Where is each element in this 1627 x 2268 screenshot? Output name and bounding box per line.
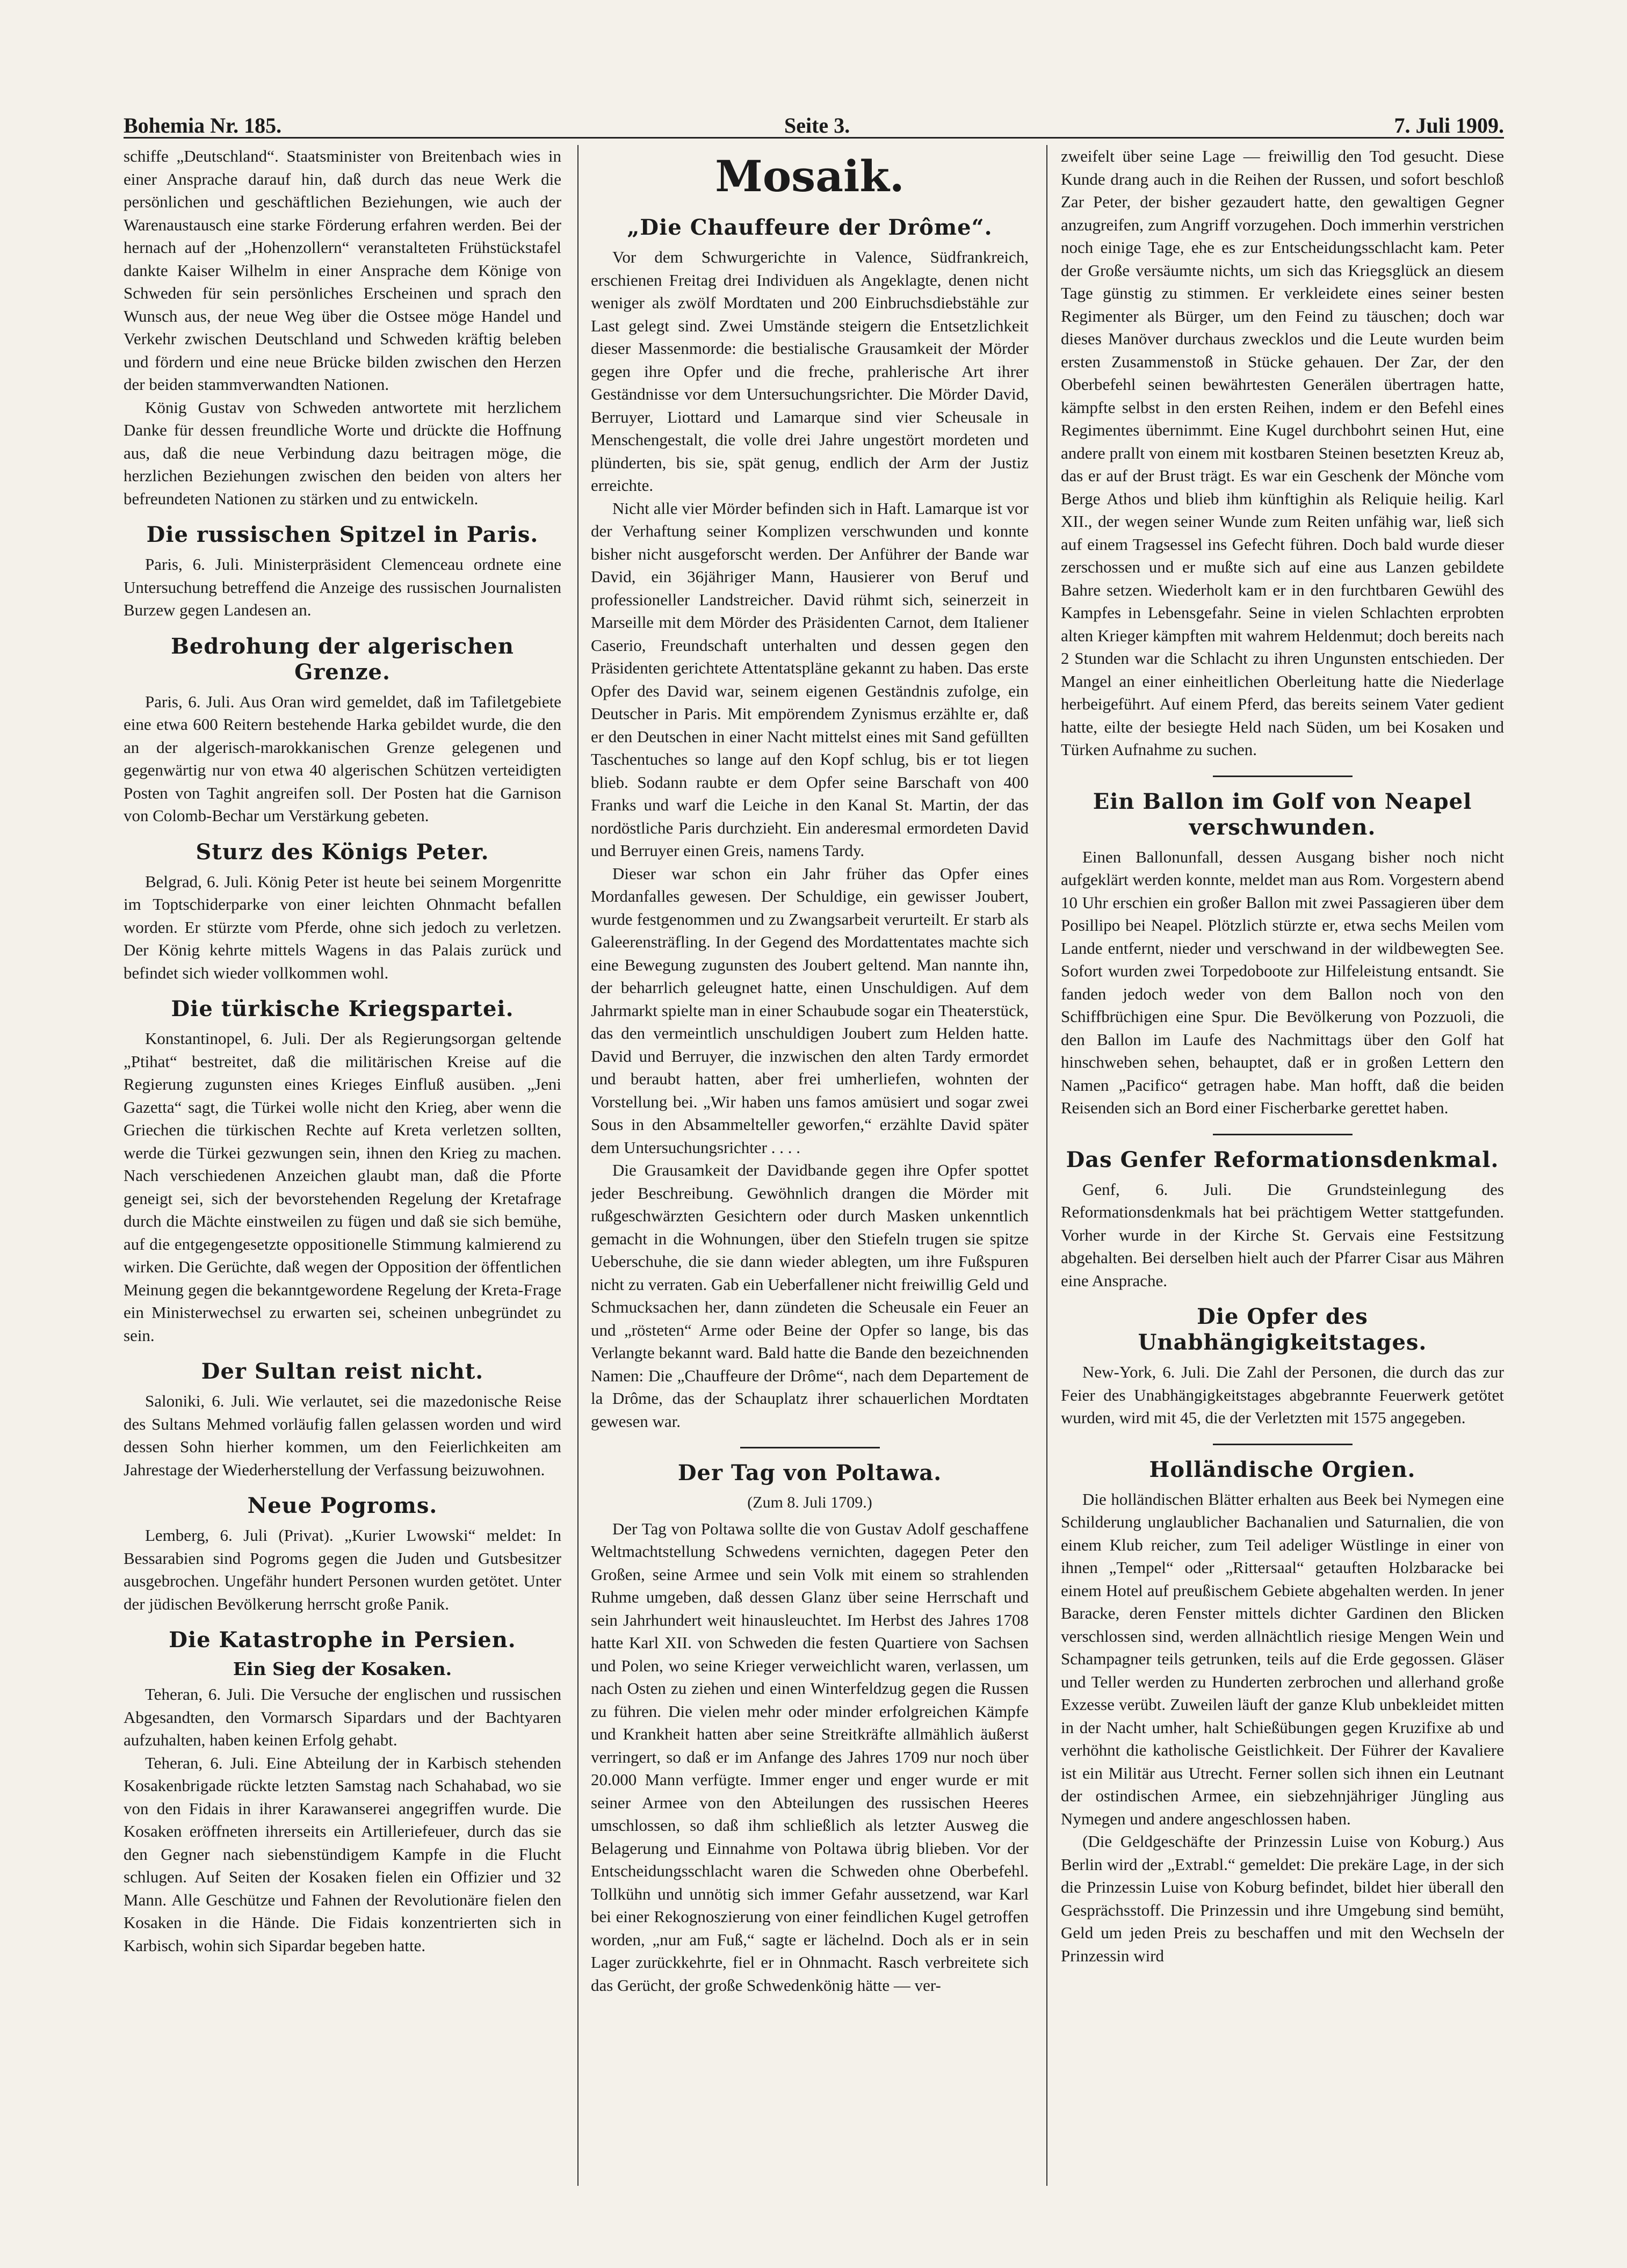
issue-number: Bohemia Nr. 185. xyxy=(124,113,282,137)
page-number: Seite 3. xyxy=(784,113,850,137)
column-1 xyxy=(124,145,561,2186)
article-text: Die Grausamkeit der Davidbande gegen ihre Opfer spottet jeder Beschreibung. Gewöhnlich drangen die Mörder mit rußgeschwärzten Gesichtern oder durch Masken unkenntlich gemacht in die Wohnungen, über den Stiefeln trugen sie spitze Ueberschuhe, die sie dann wieder ablegten, um ihre Fußspuren nicht zu verraten. Gab ein Ueberfallener nicht freiwillig Geld und Schmucksachen her, dann zündeten die Scheusale ein Feuer an und „rösteten“ Arme oder Beine der Opfer so lange, bis das Verlangte bekannt ward. Bald hatte die Bande den bezeichnenden Namen: Die „Chauffeure der Drôme“, nach dem Departement de la Drôme, das der Schauplatz ihrer schauerlichen Mordtaten gewesen war. xyxy=(591,1161,1029,1431)
article-headline: Neue Pogroms. xyxy=(247,1493,438,1518)
column-divider-2 xyxy=(1046,145,1047,2186)
column-3 xyxy=(1061,145,1504,2186)
article-headline: „Die Chauffeure der Drôme“. xyxy=(627,215,993,240)
article-text: Paris, 6. Juli. Aus Oran wird gemeldet, daß im Tafiletgebiete eine etwa 600 Reitern bestehende Harka gebildet wurde, die den an der algerisch-marokkanischen Grenze gelegenen und gegenwärtig nur von etwa 40 algerischen Schützen verteidigten Posten von Taghit angreifen soll. Der Posten hat die Garnison von Colomb-Bechar um Verstärkung gebeten. xyxy=(124,692,561,825)
article-headline: Die Katastrophe in Persien. xyxy=(169,1627,516,1653)
article-headline: Holländische Orgien. xyxy=(1149,1457,1416,1482)
article-headline: Bedrohung der algerischen Grenze. xyxy=(171,633,514,685)
article-text: New-York, 6. Juli. Die Zahl der Personen, die durch das zur Feier des Unabhängigkeitstages abgebrannte Feuerwerk getötet wurden, wird mit 45, die der Verletzten mit 1575 angegeben. xyxy=(1061,1363,1504,1427)
article-text: Saloniki, 6. Juli. Wie verlautet, sei die mazedonische Reise des Sultans Mehmed vorläufig fallen gelassen worden und wird dessen Sohn hierher kommen, um den Feierlichkeiten am Jahrestage der Wiederherstellung der Verfassung beizuwohnen. xyxy=(124,1392,561,1479)
article-text: Teheran, 6. Juli. Eine Abteilung der in Karbisch stehenden Kosakenbrigade rückte letzten Samstag nach Schahabad, wo sie von den Fidais in ihrer Karawanserei angegriffen wurde. Die Kosaken eröffneten ihrerseits ein Artilleriefeuer, durch das sie den Gegner nach siebenstündigem Kampfe in die Flucht schlugen. Auf Seiten der Kosaken fielen ein Offizier und 32 Mann. Alle Geschütze und Fahnen der Revolutionäre fielen den Kosaken in die Hände. Die Fidais konzentrierten sich in Karbisch, wohin sich Sipardar begeben hatte. xyxy=(124,1753,561,1955)
newspaper-page xyxy=(124,81,1504,2191)
article-subheadline: (Zum 8. Juli 1709.) xyxy=(747,1494,872,1511)
article-text: Teheran, 6. Juli. Die Versuche der englischen und russischen Abgesandten, den Vormarsch Sipardars und der Bachtyaren aufzuhalten, haben keinen Erfolg gehabt. xyxy=(124,1685,561,1749)
article-headline: Die russischen Spitzel in Paris. xyxy=(146,522,539,547)
header-rule xyxy=(124,137,1504,139)
article-text: zweifelt über seine Lage — freiwillig den Tod gesucht. Diese Kunde drang auch in die Reihen der Russen, und sofort beschloß Zar Peter, der bisher gezaudert hatte, den gewaltigen Gegner anzugreifen, zum Angriff vorzugehen. Doch immerhin verstrichen noch einige Tage, ehe es zur Entscheidungsschlacht kam. Peter der Große versäumte nichts, um sich das Kriegsglück an diesem Tage günstig zu stimmen. Er verkleidete eines seiner besten Regimenter als Bürger, um den Feind zu täuschen; doch war dieses Manöver durchaus zwecklos und die Leute wurden beim ersten Zusammenstoß in Stücke gehauen. Der Zar, der den Oberbefehl seinen bewährtesten Generälen übertragen hatte, kämpfte selbst in den ersten Reihen, indem er den Befehl eines Regimentes übernimmt. Eine Kugel durchbohrt seinen Hut, eine andere prallt von einem mit kostbaren Steinen besetzten Kreuz ab, das er auf der Brust trägt. Es war ein Geschenk der Mönche vom Berge Athos und blieb ihm künftighin als Reliquie heilig. Karl XII., der wegen seiner Wunde zum Reiten unfähig war, ließ sich auf einem Tragsessel ins Gefecht führen. Doch bald wurde dieser zerschossen und er mußte sich auf eine aus Lanzen gebildete Bahre setzen. Wiederholt kam er in den furchtbaren Gewühl des Kampfes in Lebensgefahr. Seine in vielen Schlachten erprobten alten Krieger kämpften mit wahrem Heldenmut; doch bereits nach 2 Stunden war die Schlacht zu ihren Ungunsten entschieden. Der Mangel an einer einheitlichen Oberleitung hatte die Niederlage herbeigeführt. Auf einem Pferd, das bereits seinem Vater gedient hatte, eilte der besiegte Held nach Süden, um bei Kosaken und Türken Aufnahme zu suchen. xyxy=(1061,147,1504,759)
article-headline: Die Opfer des Unabhängigkeitstages. xyxy=(1138,1304,1427,1355)
section-title: Mosaik. xyxy=(715,151,905,201)
article-text: Dieser war schon ein Jahr früher das Opfer eines Mordanfalles gewesen. Der Schuldige, ein gewisser Joubert, wurde festgenommen und zu Zwangsarbeit verurteilt. Er starb als Galeerensträfling. In der Gegend des Mordattentates machte sich eine Bewegung zugunsten des Joubert geltend. Man nannte ihn, der beharrlich geleugnet hatte, einen Unschuldigen. Auf dem Jahrmarkt spielte man in einer Schaubude sogar ein Theaterstück, das den vermeintlich unschuldigen Joubert zum Helden hatte. David und Berruyer, die inzwischen den alten Tardy ermordet und beraubt hatten, aber frei umherliefen, wohnten der Vorstellung bei. „Wir haben uns famos amüsiert und sogar zwei Sous in den Absammelteller geworfen,“ erzählte David später dem Untersuchungsrichter . . . . xyxy=(591,864,1029,1157)
column-2 xyxy=(591,145,1029,2186)
article-divider xyxy=(1213,1134,1353,1135)
article-text: Paris, 6. Juli. Ministerpräsident Clemenceau ordnete eine Untersuchung betreffend die Anzeige des russischen Journalisten Burzew gegen Landesen an. xyxy=(124,555,561,619)
article-headline: Das Genfer Reformationsdenkmal. xyxy=(1066,1147,1499,1172)
article-divider xyxy=(1213,1444,1353,1445)
article-text: Genf, 6. Juli. Die Grundsteinlegung des Reformationsdenkmals hat bei prächtigem Wetter stattgefunden. Vorher wurde in der Kirche St. Gervais eine Festsitzung abgehalten. Bei derselben hielt auch der Pfarrer Cisar aus Mähren eine Ansprache. xyxy=(1061,1179,1504,1290)
article-text: Lemberg, 6. Juli (Privat). „Kurier Lwowski“ meldet: In Bessarabien sind Pogroms gegen die Juden und Gutsbesitzer ausgebrochen. Ungefähr hundert Personen wurden getötet. Unter der jüdischen Bevölkerung herrscht große Panik. xyxy=(124,1526,561,1613)
article-headline: Ein Ballon im Golf von Neapel verschwunden. xyxy=(1093,788,1472,840)
article-text: Der Tag von Poltawa sollte die von Gustav Adolf geschaffene Weltmachtstellung Schwedens vernichten, dagegen Peter den Großen, seine Armee und sein Volk mit einem so strahlenden Ruhme umgeben, daß dessen Glanz über seine Herrschaft und sein Jahrhundert weit hinausleuchtet. Im Herbst des Jahres 1708 hatte Karl XII. von Schweden die festen Quartiere von Sachsen und Polen, wo seine Krieger verweichlicht waren, verlassen, um nach Osten zu ziehen und einen Winterfeldzug gegen die Russen zu führen. Die vielen mehr oder minder erfolgreichen Kämpfe und Krankheit hatten aber seine Streitkräfte allmählich äußerst verringert, so daß er im Anfange des Jahres 1709 nur noch über 20.000 Mann verfügte. Immer enger und enger wurde er mit seiner Armee von den Abteilungen des russischen Heeres umschlossen, so daß ihm schließlich als letzter Ausweg die Belagerung und Einnahme von Poltawa übrig blieben. Vor der Entscheidungsschlacht waren die Schweden ohne Oberbefehl. Tollkühn und unnötig sich immer Gefahr aussetzend, war Karl bei einer Rekognoszierung von einer feindlichen Kugel getroffen worden, „nur am Fuß,“ sagte er lächelnd. Doch als er in sein Lager zurückkehrte, fiel er in Ohnmacht. Rasch verbreitete sich das Gerücht, der große Schwedenkönig hätte — ver- xyxy=(591,1519,1029,1995)
article-text: Vor dem Schwurgerichte in Valence, Südfrankreich, erschienen Freitag drei Individuen als Angeklagte, denen nicht weniger als zwölf Mordtaten und 200 Einbruchsdiebstähle zur Last gelegt sind. Zwei Umstände steigern die Entsetzlichkeit dieser Massenmorde: die bestialische Grausamkeit der Mörder gegen ihre Opfer und die freche, prahlerische Art ihrer Geständnisse vor dem Untersuchungsrichter. Die Mörder David, Berruyer, Liottard und Lamarque sind vier Scheusale in Menschengestalt, die volle drei Jahre ungestört mordeten und plünderten, bis sie, spät genug, endlich der Arm der Justiz erreichte. xyxy=(591,248,1029,495)
page-header xyxy=(124,97,1504,140)
article-text: Konstantinopel, 6. Juli. Der als Regierungsorgan geltende „Ptihat“ bestreitet, daß die militärischen Kreise auf die Regierung zugunsten eines Krieges Einfluß ausüben. „Jeni Gazetta“ sagt, die Türkei wolle nicht den Krieg, aber wenn die Griechen die türkischen Rechte auf Kreta verletzen sollten, werde die Türkei gezwungen sein, ihnen den Krieg zu machen. Nach verschiedenen Anzeichen glaubt man, daß die Pforte geneigt sei, sich der bevorstehenden Regelung der Kretafrage durch die Mächte einstweilen zu fügen und daß sie sich bemühe, auf die entgegengesetzte oppositionelle Stimmung kalmierend zu wirken. Die Gerüchte, daß wegen der Opposition der öffentlichen Meinung gegen die bekanntgewordene Regelung der Kreta-Frage ein Ministerwechsel zu erwarten sei, scheinen unbegründet zu sein. xyxy=(124,1029,561,1345)
column-divider-1 xyxy=(577,145,579,2186)
article-divider xyxy=(1213,776,1353,777)
article-text: schiffe „Deutschland“. Staatsminister von Breitenbach wies in einer Ansprache darauf hin, daß durch das neue Werk die persönlichen und geschäftlichen Beziehungen, wie auch der Warenaustausch eine starke Förderung erfahren werden. Bei der hernach auf der „Hohenzollern“ veranstalteten Frühstückstafel dankte Kaiser Wilhelm in einer Ansprache dem Könige von Schweden für sein persönliches Erscheinen und sprach den Wunsch aus, der neue Weg über die Ostsee möge Handel und Verkehr zwischen Deutschland und Schweden kräftig beleben und fördern und eine neue Brücke bilden zwischen den Herzen der beiden stammverwandten Nationen. xyxy=(124,147,561,394)
article-text: Einen Ballonunfall, dessen Ausgang bisher noch nicht aufgeklärt werden konnte, meldet man aus Rom. Vorgestern abend 10 Uhr erschien ein großer Ballon mit zwei Passagieren über dem Posillipo bei Neapel. Plötzlich stürzte er, etwa sechs Meilen vom Lande entfernt, nieder und verschwand in der wildbewegten See. Sofort wurden zwei Torpedoboote zur Hilfeleistung entsandt. Sie fanden jedoch weder von dem Ballon noch von den Schiffbrüchigen eine Spur. Die Bevölkerung von Pozzuoli, die den Ballon im Laufe des Nachmittags über den Golf hat hinschweben sehen, behauptet, daß er in großen Lettern den Namen „Pacifico“ getragen habe. Man hofft, daß die beiden Reisenden sich an Bord einer Fischerbarke gerettet haben. xyxy=(1061,847,1504,1117)
article-headline: Die türkische Kriegspartei. xyxy=(171,996,514,1021)
article-text: Nicht alle vier Mörder befinden sich in Haft. Lamarque ist vor der Verhaftung seiner Komplizen verschwunden und konnte bisher nicht ausgeforscht werden. Der Anführer der Bande war David, ein 36jähriger Mann, Hausierer von Beruf und professioneller Landstreicher. David rühmt sich, seinerzeit in Marseille mit dem Mörder des Präsidenten Carnot, dem Italiener Caserio, Freundschaft unterhalten und dessen gegen den Präsidenten gerichtete Attentatspläne gekannt zu haben. Das erste Opfer des David war, seinem eigenen Geständnis zufolge, ein Deutscher in Paris. Mit empörendem Zynismus erzählte er, daß er den Deutschen in einer Nacht mittelst eines mit Sand gefüllten Taschentuches so lange auf den Kopf schlug, bis er tot liegen blieb. Sodann raubte er dem Opfer seine Barschaft von 400 Franks und warf die Leiche in den Kanal St. Martin, der das nordöstliche Paris durchzieht. Ein anderesmal ermordeten David und Berruyer einen Greis, namens Tardy. xyxy=(591,498,1029,860)
article-text: Belgrad, 6. Juli. König Peter ist heute bei seinem Morgenritte im Toptschiderparke von einer leichten Ohnmacht befallen worden. Er stürzte vom Pferde, ohne sich jedoch zu verletzen. Der König kehrte mittels Wagens in das Palais zurück und befindet sich wieder vollkommen wohl. xyxy=(124,872,561,982)
article-headline: Der Sultan reist nicht. xyxy=(201,1359,484,1384)
article-headline: Sturz des Königs Peter. xyxy=(196,839,489,865)
article-divider xyxy=(740,1447,880,1448)
article-headline: Der Tag von Poltawa. xyxy=(677,1460,942,1486)
article-text: Die holländischen Blätter erhalten aus Beek bei Nymegen eine Schilderung unglaublicher Bachanalien und Saturnalien, die von einem Klub reicher, zum Teil adeliger Wüstlinge in einer von ihnen „Tempel“ oder „Rittersaal“ getauften Holzbaracke bei einem Hotel auf preußischem Gebiete abgehalten werden. In jener Baracke, deren Fenster mittels dichter Gardinen den Blicken verschlossen sind, werden allnächtlich riesige Mengen Wein und Schampagner teils getrunken, teils auf die Erde gegossen. Gläser und Teller werden zu Hunderten zerbrochen und allerhand große Exzesse verübt. Zuweilen läuft der ganze Klub unbekleidet mitten in der Nacht umher, halt Schießübungen gegen Kruzifixe ab und verhöhnt die katholische Geistlichkeit. Der Führer der Kavaliere ist ein Militär aus Utrecht. Ferner sollen sich ihnen ein Leutnant der ostindischen Armee, ein siebzehnjähriger Jüngling aus Nymegen und andere angeschlossen haben. xyxy=(1061,1489,1504,1828)
article-subheadline: Ein Sieg der Kosaken. xyxy=(233,1658,452,1679)
issue-date: 7. Juli 1909. xyxy=(1394,113,1504,137)
article-text: König Gustav von Schweden antwortete mit herzlichem Danke für dessen freundliche Worte und drückte die Hoffnung aus, daß die neue Verbindung dazu beitragen möge, die herzlichen Beziehungen zwischen den beiden von alters her befreundeten Nationen zu stärken und zu entwickeln. xyxy=(124,397,561,508)
article-text: (Die Geldgeschäfte der Prinzessin Luise von Koburg.) Aus Berlin wird der „Extrabl.“ gemeldet: Die prekäre Lage, in der sich die Prinzessin Luise von Koburg befindet, bildet hier überall den Gesprächsstoff. Die Prinzessin und ihre Umgebung sind bemüht, Geld um jeden Preis zu beschaffen und mit den Wechseln der Prinzessin wird xyxy=(1061,1832,1504,1965)
